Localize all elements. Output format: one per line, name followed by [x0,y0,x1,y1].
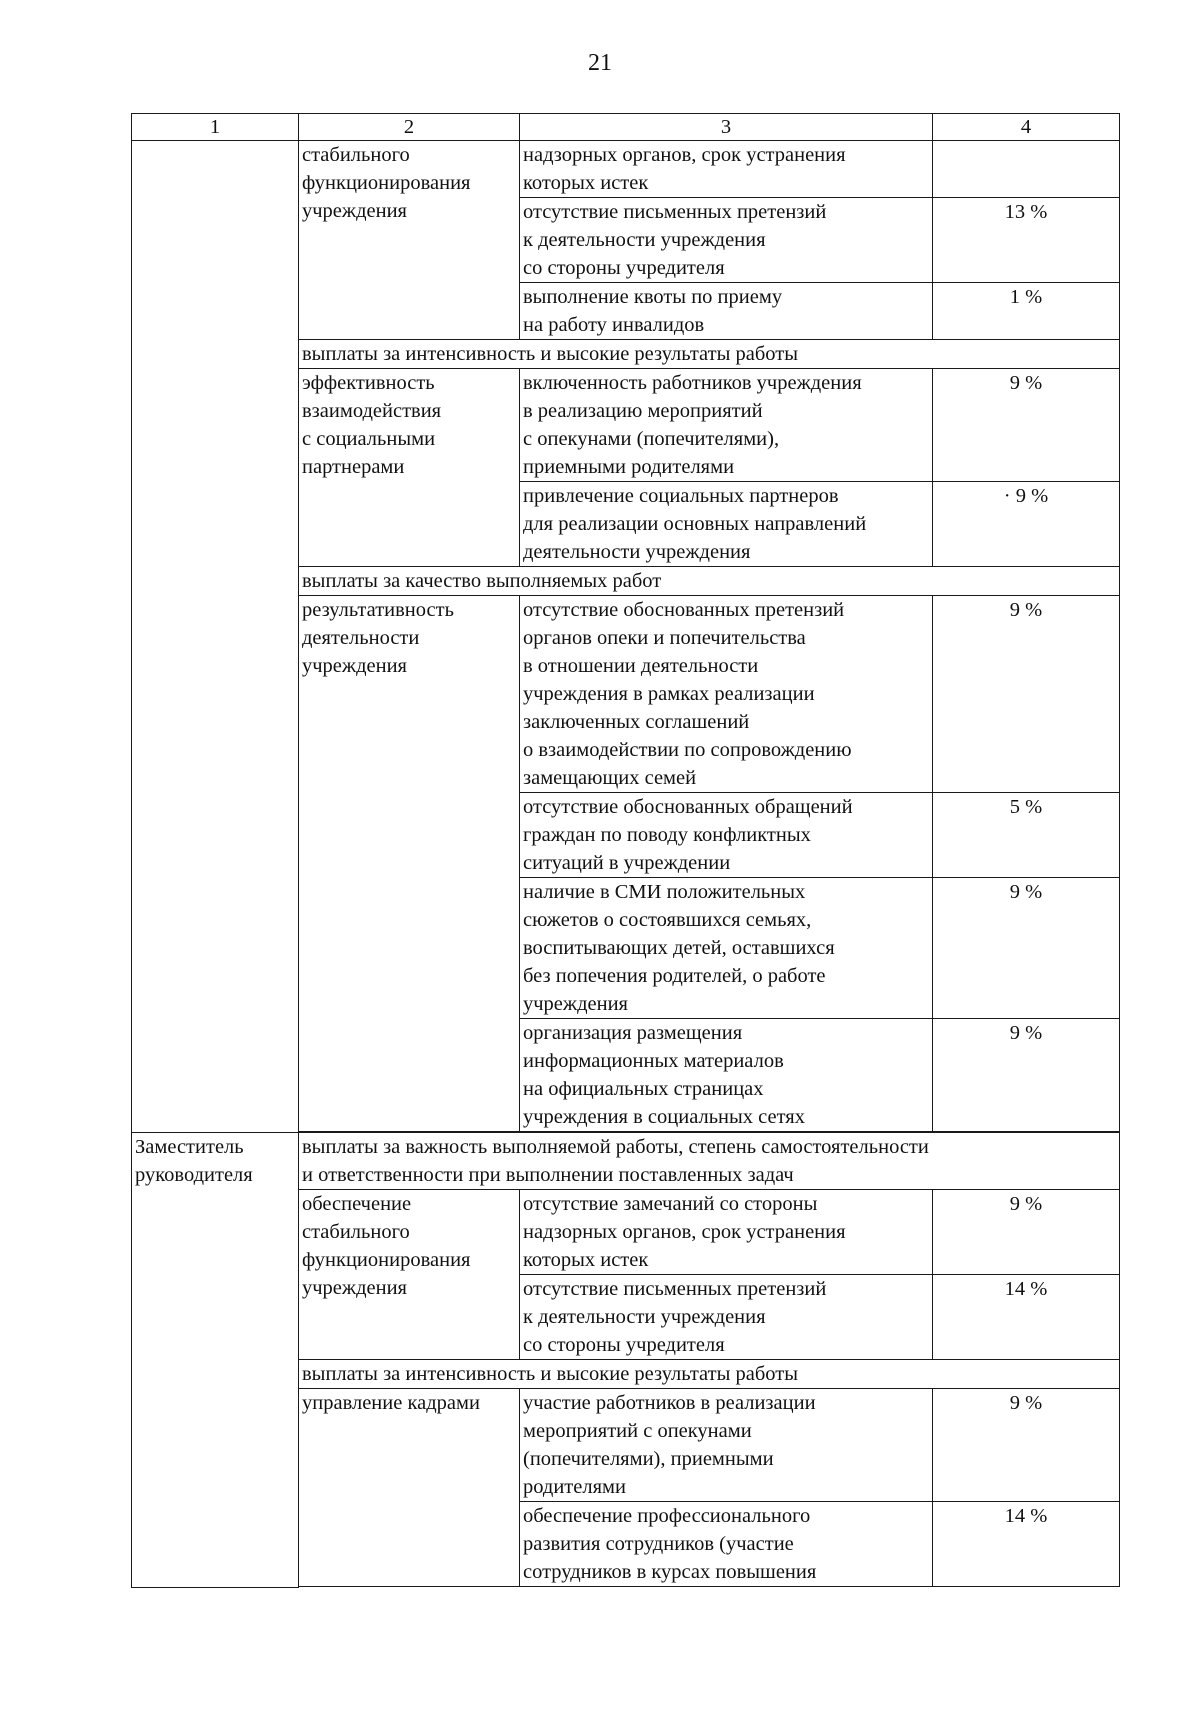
criterion-cell: результативность деятельности учреждения [299,596,520,1132]
section-title: выплаты за интенсивность и высокие результаты работы [299,1360,1120,1389]
column-header: 2 [299,114,520,141]
table-row [132,141,1120,198]
value-cell: 9 % [933,878,1120,1019]
value-cell: 13 % [933,198,1120,283]
value-cell: · 9 % [933,482,1120,567]
indicator-cell: привлечение социальных партнеров для реализации основных направлений деятельности учреждения [520,482,933,567]
indicator-cell: отсутствие письменных претензий к деятельности учреждения со стороны учредителя [520,198,933,283]
criterion-cell: эффективность взаимодействия с социальными партнерами [299,369,520,567]
value-cell: 9 % [933,369,1120,482]
section-row [132,1133,1120,1190]
position-cell-empty [132,141,299,1133]
value-cell: 14 % [933,1275,1120,1360]
indicator-cell: наличие в СМИ положительных сюжетов о состоявшихся семьях, воспитывающих детей, оставшихся без попечения родителей, о работе учреждения [520,878,933,1019]
value-cell: 9 % [933,1389,1120,1502]
value-cell: 9 % [933,1190,1120,1275]
criterion-cell: обеспечение стабильного функционирования учреждения [299,1190,520,1360]
table-header-row [132,114,1120,141]
page-number: 21 [588,50,612,76]
indicator-cell: отсутствие замечаний со стороны надзорных органов, срок устранения которых истек [520,1190,933,1275]
criterion-cell: стабильного функционирования учреждения [299,141,520,340]
indicator-cell: участие работников в реализации мероприятий с опекунами (попечителями), приемными родителями [520,1389,933,1502]
indicator-cell: отсутствие обоснованных претензий органов опеки и попечительства в отношении деятельности учреждения в рамках реализации заключенных соглашений о взаимодействии по сопровождению замещающих семей [520,596,933,793]
value-cell: 14 % [933,1502,1120,1587]
indicator-cell: обеспечение профессионального развития сотрудников (участие сотрудников в курсах повышения [520,1502,933,1587]
section-title: выплаты за качество выполняемых работ [299,567,1120,596]
indicator-cell: выполнение квоты по приему на работу инвалидов [520,283,933,340]
indicator-cell: включенность работников учреждения в реализацию мероприятий с опекунами (попечителями), приемными родителями [520,369,933,482]
section-title: выплаты за интенсивность и высокие результаты работы [299,340,1120,369]
criterion-cell: управление кадрами [299,1389,520,1587]
value-cell: 9 % [933,596,1120,793]
indicator-cell: организация размещения информационных материалов на официальных страницах учреждения в социальных сетях [520,1019,933,1132]
value-cell [933,141,1120,198]
criteria-table [131,113,1120,1588]
indicator-cell: надзорных органов, срок устранения которых истек [520,141,933,198]
column-header: 1 [132,114,299,141]
position-cell: Заместитель руководителя [132,1133,299,1588]
column-header: 3 [520,114,933,141]
column-header: 4 [933,114,1120,141]
indicator-cell: отсутствие обоснованных обращений граждан по поводу конфликтных ситуаций в учреждении [520,793,933,878]
value-cell: 1 % [933,283,1120,340]
indicator-cell: отсутствие письменных претензий к деятельности учреждения со стороны учредителя [520,1275,933,1360]
value-cell: 5 % [933,793,1120,878]
section-title: выплаты за важность выполняемой работы, степень самостоятельности и ответственности при выполнении поставленных задач [299,1133,1120,1190]
value-cell: 9 % [933,1019,1120,1132]
